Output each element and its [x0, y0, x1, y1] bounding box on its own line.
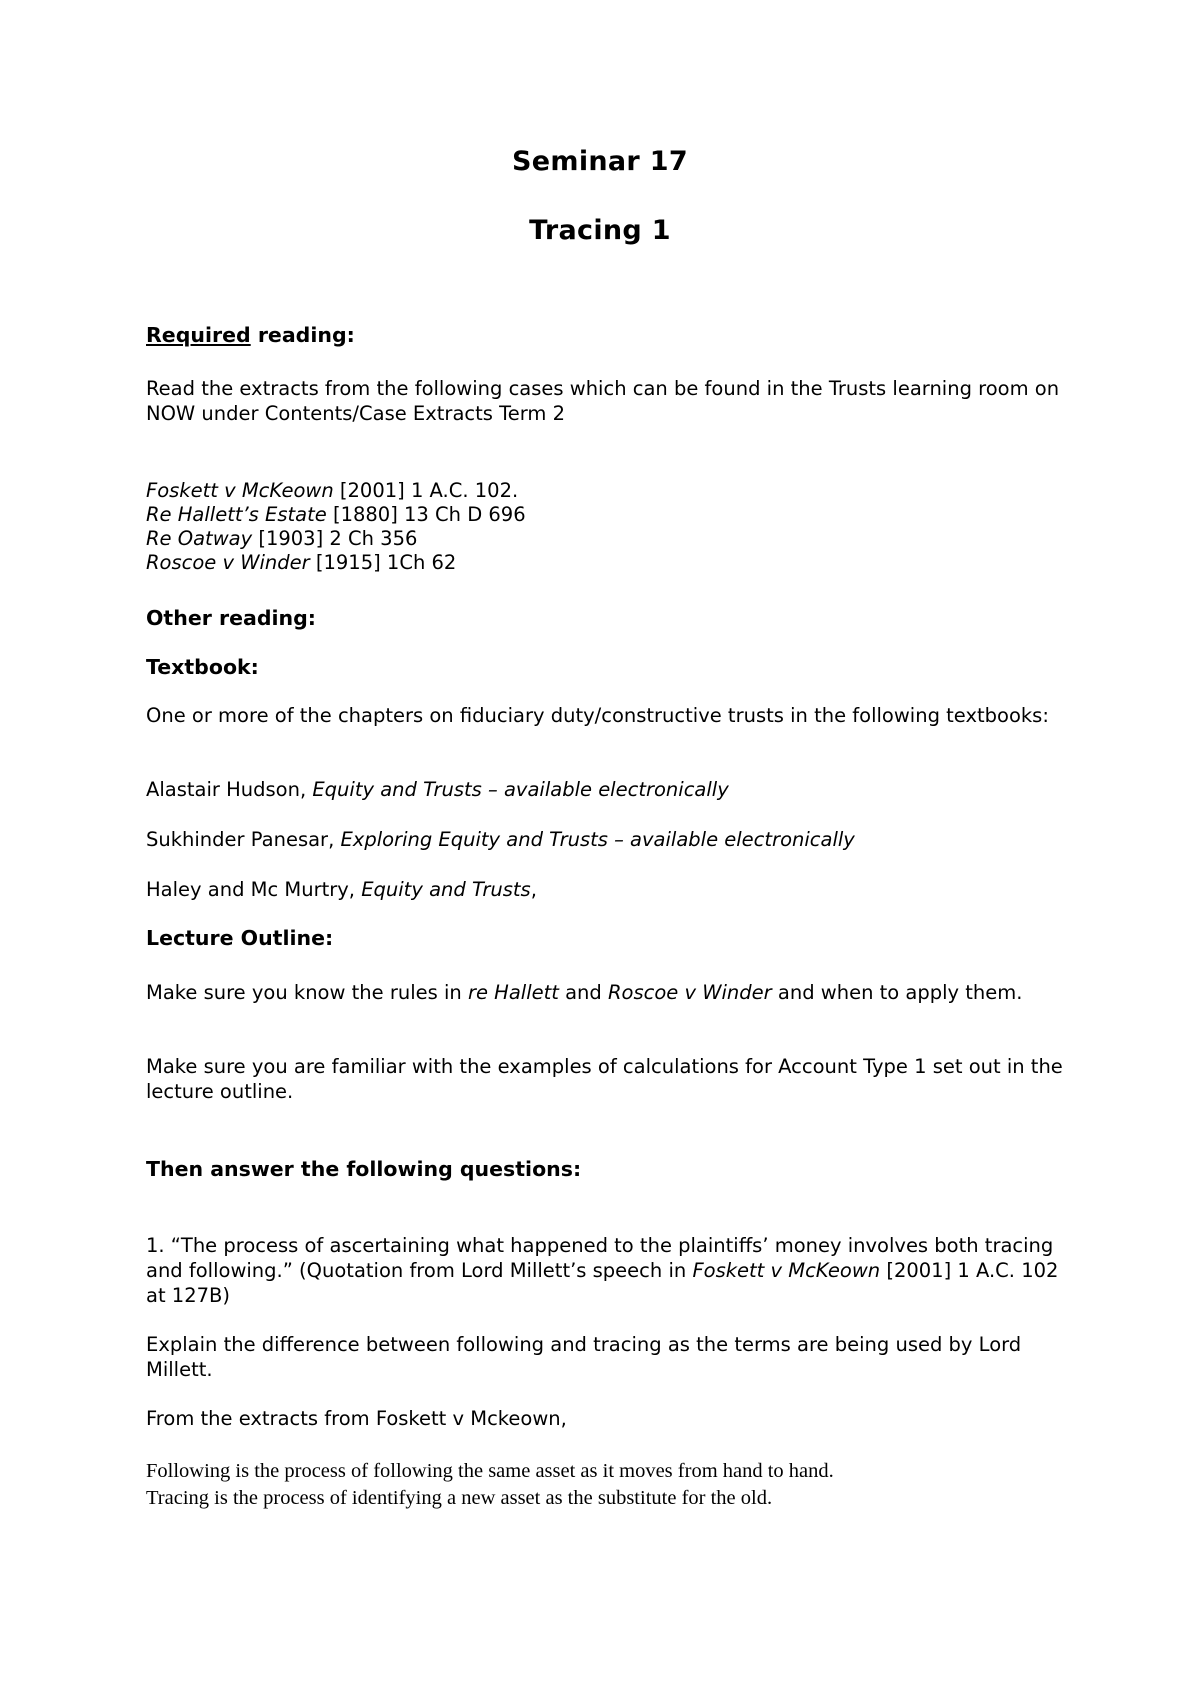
lecture-outline-paragraph: Make sure you are familiar with the examples of calculations for Account Type 1 set out in the lecture outline.	[146, 1055, 1063, 1103]
textbook-intro: One or more of the chapters on fiduciary duty/constructive trusts in the following textbooks:	[146, 704, 1049, 727]
page-title: Seminar 17	[512, 146, 688, 177]
book-item: Sukhinder Panesar, Exploring Equity and Trusts – available electronically	[146, 828, 855, 851]
book-item: Haley and Mc Murtry, Equity and Trusts,	[146, 878, 537, 901]
answer-line: Tracing is the process of identifying a new asset as the substitute for the old.	[146, 1487, 773, 1509]
answer-intro: From the extracts from Foskett v Mckeown,	[146, 1407, 567, 1430]
case-item: Re Hallett’s Estate [1880] 13 Ch D 696	[146, 503, 526, 526]
lecture-outline-paragraph: Make sure you know the rules in re Hallett and Roscoe v Winder and when to apply them.	[146, 981, 1023, 1004]
textbook-heading: Textbook:	[146, 655, 259, 679]
answer-text	[146, 1458, 1076, 1512]
required-reading-intro: Read the extracts from the following cases which can be found in the Trusts learning room on NOW under Contents/Case Extracts Term 2	[146, 377, 1060, 425]
required-reading-heading: Required reading:	[146, 323, 355, 347]
lecture-outline-heading: Lecture Outline:	[146, 926, 334, 950]
other-reading-heading: Other reading:	[146, 606, 316, 630]
answer-line: Following is the process of following the same asset as it moves from hand to hand.	[146, 1460, 834, 1482]
case-item: Foskett v McKeown [2001] 1 A.C. 102.	[146, 479, 519, 502]
questions-heading: Then answer the following questions:	[146, 1157, 582, 1181]
question-1: 1. “The process of ascertaining what happened to the plaintiffs’ money involves both tracing and following.” (Quotation from Lord Millett’s speech in Foskett v McKeown [2001] 1 A.C. 102 at 127B)	[146, 1234, 1059, 1307]
question-1-task: Explain the difference between following and tracing as the terms are being used by Lord Millett.	[146, 1333, 1022, 1381]
page-subtitle: Tracing 1	[529, 215, 671, 246]
book-item: Alastair Hudson, Equity and Trusts – available electronically	[146, 778, 729, 801]
case-list	[146, 479, 1076, 575]
case-item: Roscoe v Winder [1915] 1Ch 62	[146, 551, 457, 574]
case-item: Re Oatway [1903] 2 Ch 356	[146, 527, 418, 550]
